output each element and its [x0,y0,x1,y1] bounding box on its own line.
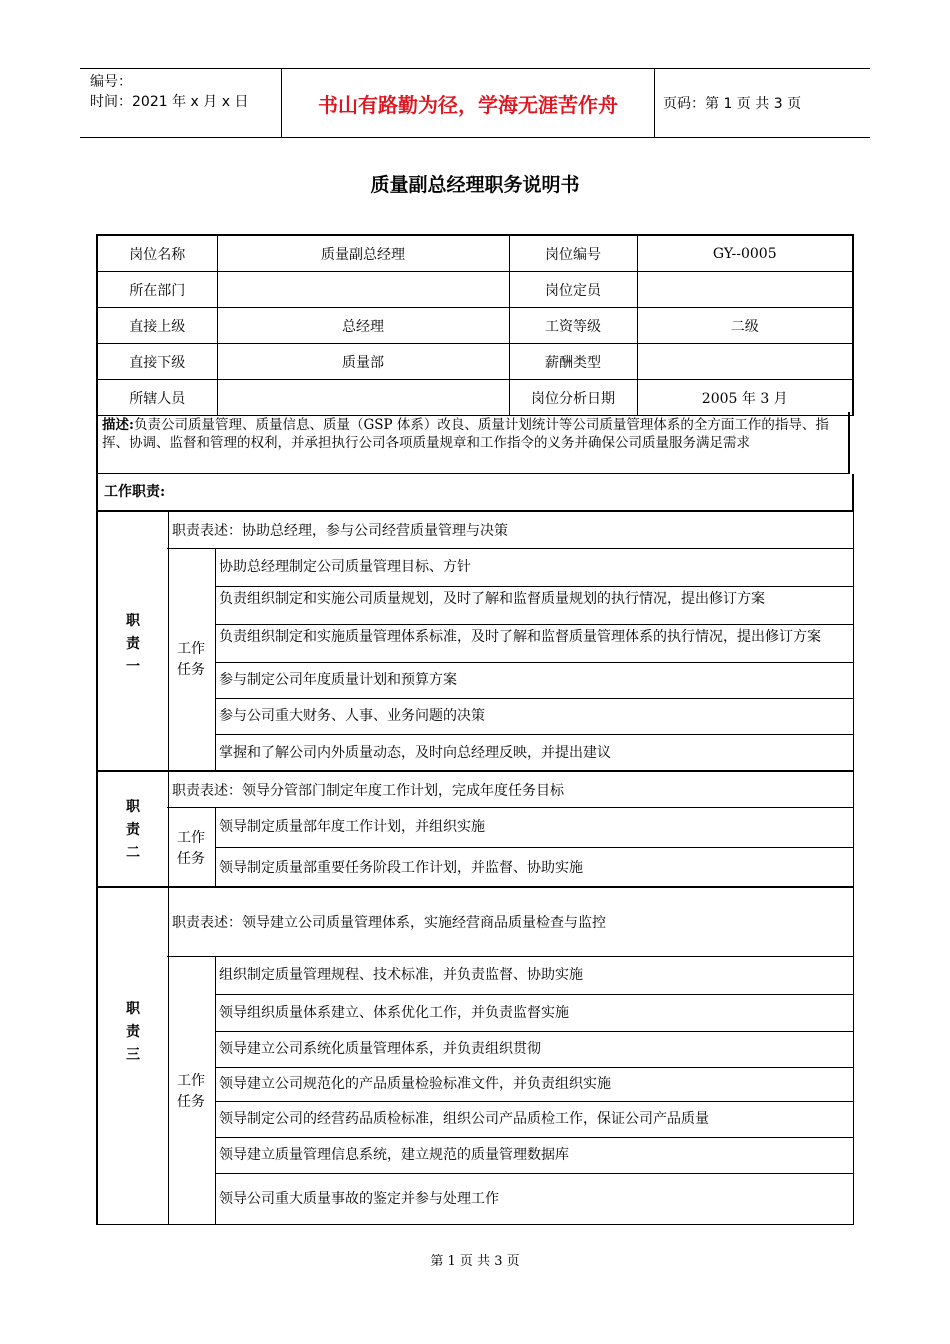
post-code-label: 岗位编号 [509,235,637,272]
subordinate-label: 直接下级 [97,344,217,380]
task-item: 领导制定质量部重要任务阶段工作计划，并监督、协助实施 [215,848,854,888]
page-header [80,68,870,138]
task-item: 领导建立公司规范化的产品质量检验标准文件，并负责组织实施 [215,1068,854,1102]
time-label: 时间：2021 年 x 月 x 日 [90,94,249,110]
table-row [97,380,853,416]
table-row [97,272,853,308]
task-label-line: 任务 [177,662,205,678]
header-motto: 书山有路勤为径，学海无涯苦作舟 [281,69,655,137]
superior-label: 直接上级 [97,308,217,344]
wage-value: 二级 [637,308,853,344]
analysis-date-value: 2005 年 3 月 [637,380,853,416]
duty-name-char: 责 [126,636,140,652]
document-title: 质量副总经理职务说明书 [370,174,580,196]
table-row [97,235,853,272]
table-row [97,344,853,380]
header-page-info: 页码：第 1 页 共 3 页 [663,96,802,112]
duty-name-cell [96,888,169,1224]
task-item: 领导公司重大质量事故的鉴定并参与处理工作 [215,1174,854,1224]
duty-name-char: 职 [126,1001,140,1017]
duty-statement: 职责表述：领导建立公司质量管理体系，实施经营商品质量检查与监控 [167,888,854,957]
task-item: 领导制定公司的经营药品质检标准，组织公司产品质检工作，保证公司产品质量 [215,1102,854,1138]
duty-name [98,998,168,1067]
task-item: 掌握和了解公司内外质量动态，及时向总经理反映，并提出建议 [215,735,854,772]
task-item: 领导制定质量部年度工作计划，并组织实施 [215,808,854,848]
duty-name-char: 职 [126,799,140,815]
duty-name-cell [96,772,169,888]
task-item: 组织制定质量管理规程、技术标准，并负责监督、协助实施 [215,957,854,995]
page-footer: 第 1 页 共 3 页 [430,1254,520,1269]
task-label-line: 工作 [177,1073,205,1089]
job-description [96,412,850,474]
duty-name-char: 一 [126,659,140,675]
task-label-cell [167,549,216,772]
post-name-value: 质量副总经理 [217,235,509,272]
task-item: 参与公司重大财务、人事、业务问题的决策 [215,699,854,735]
duty-block-2 [96,770,854,888]
staffing-label: 岗位定员 [509,272,637,308]
dept-value [217,272,509,308]
task-label-cell [167,808,216,888]
task-label-line: 工作 [177,830,205,846]
header-meta [80,69,280,137]
task-item: 协助总经理制定公司质量管理目标、方针 [215,549,854,587]
task-item: 负责组织制定和实施公司质量规划，及时了解和监督质量规划的执行情况，提出修订方案 [215,587,854,625]
staffing-value [637,272,853,308]
number-label: 编号： [90,74,132,90]
wage-label: 工资等级 [509,308,637,344]
task-label-line: 任务 [177,851,205,867]
task-item: 领导组织质量体系建立、体系优化工作，并负责监督实施 [215,995,854,1032]
duty-name-cell [96,512,169,772]
duty-name-char: 三 [126,1047,140,1063]
duty-name-char: 责 [126,1024,140,1040]
superior-value: 总经理 [217,308,509,344]
post-name-label: 岗位名称 [97,235,217,272]
duty-name-char: 责 [126,822,140,838]
duty-block-1 [96,510,854,772]
task-label-line: 任务 [177,1094,205,1110]
duty-block-3 [96,886,854,1225]
table-row [97,308,853,344]
dept-label: 所在部门 [97,272,217,308]
task-item: 参与制定公司年度质量计划和预算方案 [215,663,854,699]
task-item: 负责组织制定和实施质量管理体系标准，及时了解和监督质量管理体系的执行情况，提出修订方案 [215,625,854,663]
pay-type-label: 薪酬类型 [509,344,637,380]
description-text: 负责公司质量管理、质量信息、质量（GSP 体系）改良、质量计划统计等公司质量管理体系的全方面工作的指导、指挥、协调、监督和管理的权利，并承担执行公司各项质量规章和工作指令的义务并确保公司质量服务满足需求 [102,417,829,451]
staff-label: 所辖人员 [97,380,217,416]
description-label: 描述: [102,417,134,433]
task-item: 领导建立公司系统化质量管理体系，并负责组织贯彻 [215,1032,854,1068]
staff-value [217,380,509,416]
task-item: 领导建立质量管理信息系统，建立规范的质量管理数据库 [215,1138,854,1174]
job-info-table [96,234,854,416]
duty-statement: 职责表述：协助总经理，参与公司经营质量管理与决策 [167,512,854,549]
work-duties-heading: 工作职责: [96,474,854,510]
analysis-date-label: 岗位分析日期 [509,380,637,416]
post-code-value: GY--0005 [637,235,853,272]
duty-name [98,796,168,865]
subordinate-value: 质量部 [217,344,509,380]
duty-statement: 职责表述：领导分管部门制定年度工作计划，完成年度任务目标 [167,772,854,808]
duty-name-char: 职 [126,613,140,629]
task-label-cell [167,957,216,1224]
pay-type-value [637,344,853,380]
task-label-line: 工作 [177,641,205,657]
duty-name [98,610,168,679]
duty-name-char: 二 [126,845,140,861]
